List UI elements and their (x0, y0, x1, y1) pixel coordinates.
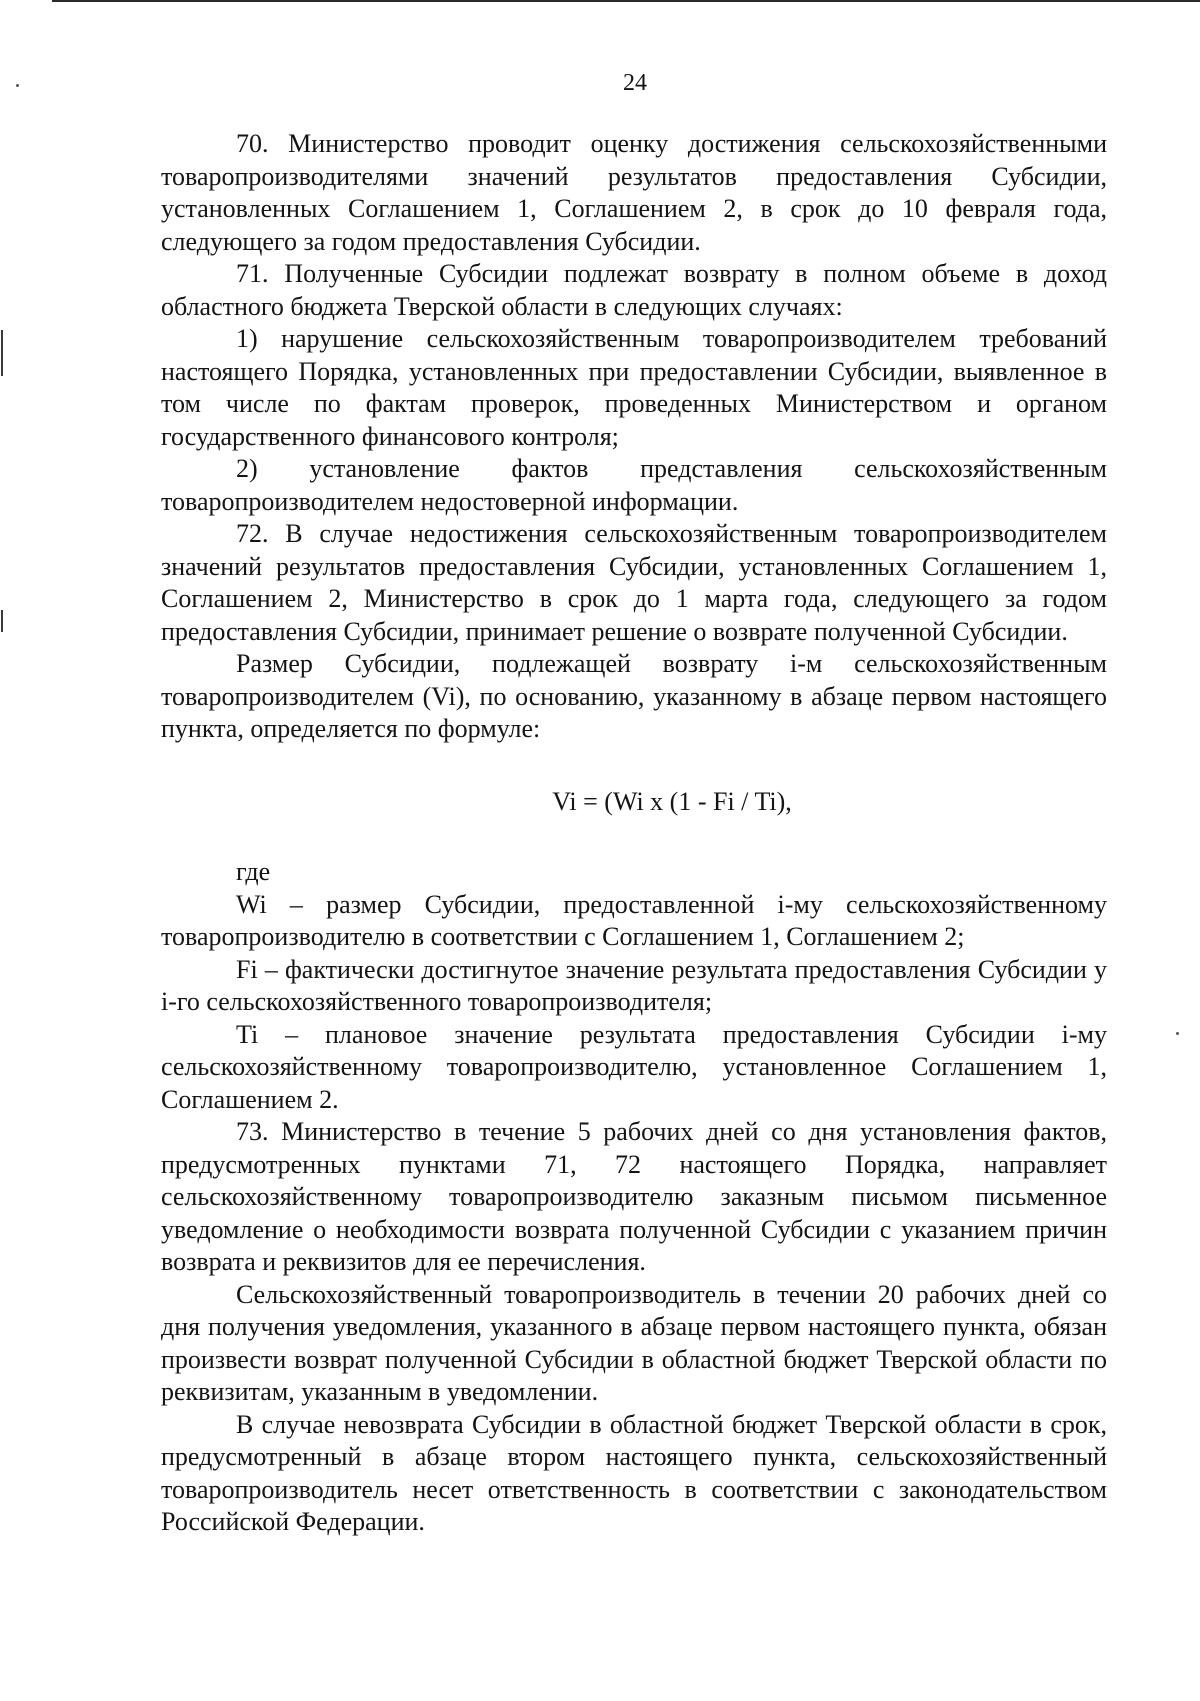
paragraph-71-item-1: 1) нарушение сельскохозяйственным товаропроизводителем требований настоящего Порядка, установленных при предоставлении Субсидии, выявленное в том числе по фактам проверок, проведенных Министерством и органом государственного финансового контроля; (161, 324, 1107, 451)
paragraph-71-item-2: 2) установление фактов представления сельскохозяйственным товаропроизводителем недостоверной информации. (161, 454, 1107, 516)
paragraph-73-return: Сельскохозяйственный товаропроизводитель в течении 20 рабочих дней со дня получения уведомления, указанного в абзаце первом настоящего пункта, обязан произвести возврат полученной Субсидии в областной бюджет Тверской области по реквизитам, указанным в уведомлении. (161, 1279, 1107, 1406)
document-body (161, 128, 1107, 1539)
where-label: где (236, 857, 271, 886)
definition-wi: Wi – размер Субсидии, предоставленной i-му сельскохозяйственному товаропроизводителю в соответствии с Соглашением 1, Соглашением 2; (161, 889, 1107, 951)
paragraph-72: 72. В случае недостижения сельскохозяйственным товаропроизводителем значений результатов предоставления Субсидии, установленных Соглашением 1, Соглашением 2, Министерство в срок до 1 марта года, следующего за годом предоставления Субсидии, принимает решение о возврате полученной Субсидии. (161, 519, 1107, 646)
definition-ti: Ti – плановое значение результата предоставления Субсидии i-му сельскохозяйственному товаропроизводителю, установленное Соглашением 1, Соглашением 2. (161, 1019, 1107, 1114)
paragraph-72-size: Размер Субсидии, подлежащей возврату i-м сельскохозяйственным товаропроизводителем (Vi), по основанию, указанному в абзаце первом настоящего пункта, определяется по формуле: (161, 649, 1107, 743)
scan-top-border (52, 0, 1200, 2)
page-number: 24 (623, 70, 647, 96)
paragraph-71: 71. Полученные Субсидии подлежат возврату в полном объеме в доход областного бюджета Тверской области в следующих случаях: (161, 259, 1107, 321)
formula: Vi = (Wi x (1 - Fi / Ti), (552, 786, 792, 816)
scan-edge-mark (1, 330, 3, 376)
paragraph-73: 73. Министерство в течение 5 рабочих дней со дня установления фактов, предусмотренных пунктами 71, 72 настоящего Порядка, направляет сельскохозяйственному товаропроизводителю заказным письмом письменное уведомление о необходимости возврата полученной Субсидии с указанием причин возврата и реквизитов для ее перечисления. (161, 1117, 1107, 1276)
scan-edge-mark (1, 610, 3, 632)
scan-speck (1176, 1032, 1179, 1035)
paragraph-73-liability: В случае невозврата Субсидии в областной бюджет Тверской области в срок, предусмотренный в абзаце втором настоящего пункта, сельскохозяйственный товаропроизводитель несет ответственность в соответствии с законодательством Российской Федерации. (161, 1409, 1107, 1536)
paragraph-70: 70. Министерство проводит оценку достижения сельскохозяйственными товаропроизводителями значений результатов предоставления Субсидии, установленных Соглашением 1, Соглашением 2, в срок до 10 февраля года, следующего за годом предоставления Субсидии. (161, 129, 1107, 256)
definition-fi: Fi – фактически достигнутое значение результата предоставления Субсидии у i-го сельскохозяйственного товаропроизводителя; (161, 954, 1107, 1016)
